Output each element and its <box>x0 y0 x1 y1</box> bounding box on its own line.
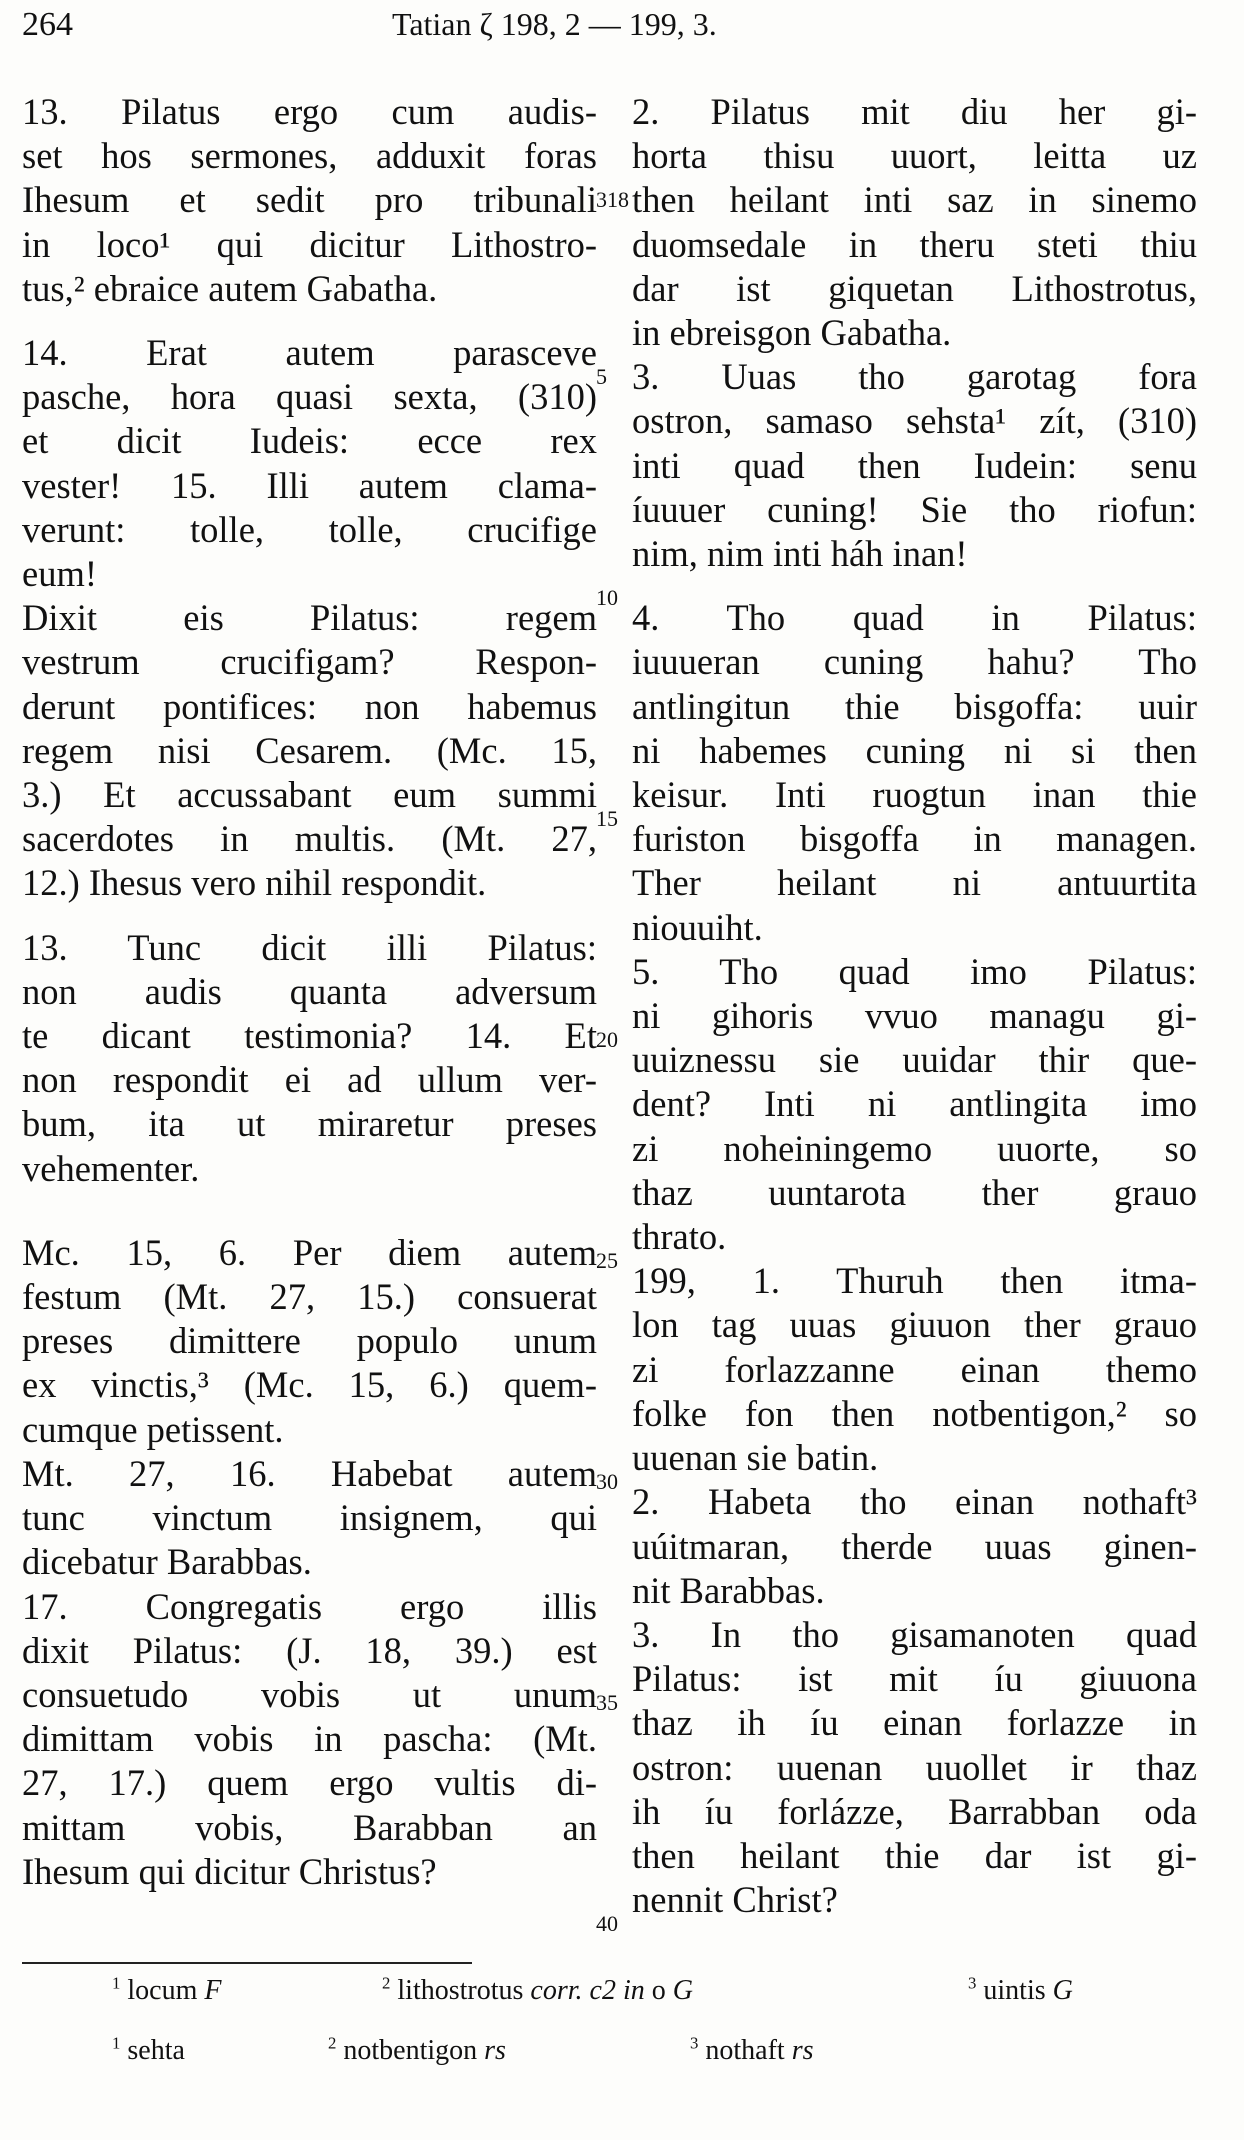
ohg-line: 2. Habeta tho einan nothaft³ <box>632 1481 1197 1523</box>
ohg-line: 4. Tho quad in Pilatus: <box>632 597 1197 639</box>
latin-line: pasche, hora quasi sexta, (310) <box>22 376 597 418</box>
ohg-line: Pilatus: ist mit íu giuuona <box>632 1658 1197 1700</box>
footnote-mark: 3 <box>690 2033 699 2053</box>
footnote-text: uintis <box>983 1975 1046 2006</box>
latin-line: et dicit Iudeis: ecce rex <box>22 420 597 462</box>
latin-line: tus,² ebraice autem Gabatha. <box>22 267 438 309</box>
footnote-note: corr. c2 in <box>530 1975 645 2006</box>
page-header <box>0 6 1244 54</box>
latin-line: vester! 15. Illi autem clama- <box>22 464 597 506</box>
line-number: 40 <box>596 1910 618 1936</box>
latin-line: bum, ita ut miraretur preses <box>22 1103 597 1145</box>
latin-line: Mc. 15, 6. Per diem autem <box>22 1231 597 1273</box>
footnote-mark: 1 <box>112 1973 121 1993</box>
latin-column <box>22 90 597 1894</box>
ohg-line: íuuuer cuning! Sie tho riofun: <box>632 488 1197 530</box>
latin-line: 13. Tunc dicit illi Pilatus: <box>22 926 597 968</box>
footnote-mark: 3 <box>968 1973 977 1993</box>
ohg-line: duomsedale in theru steti thiu <box>632 223 1197 265</box>
latin-line: 12.) Ihesus vero nihil respondit. <box>22 862 487 904</box>
latin-line: 13. Pilatus ergo cum audis- <box>22 91 597 132</box>
page-number: 264 <box>22 6 73 43</box>
line-number: 20 <box>596 1026 618 1052</box>
ohg-line: thrato. <box>632 1216 727 1258</box>
footnote <box>112 2035 185 2067</box>
latin-line: in loco¹ qui dicitur Lithostro- <box>22 223 597 265</box>
ohg-line: ostron, samaso sehsta¹ zít, (310) <box>632 400 1197 442</box>
line-number: 10 <box>596 585 618 611</box>
ohg-line: nim, nim inti háh inan! <box>632 533 968 575</box>
latin-line: Dixit eis Pilatus: regem <box>22 597 597 639</box>
ohg-line: keisur. Inti ruogtun inan thie <box>632 774 1197 816</box>
line-number: 30 <box>596 1468 618 1494</box>
ohg-line: zi noheiningemo uuorte, so <box>632 1127 1197 1169</box>
footnote <box>328 2035 506 2067</box>
ohg-line: ostron: uuenan uuollet ir thaz <box>632 1746 1197 1788</box>
latin-line: regem nisi Cesarem. (Mc. 15, <box>22 729 597 771</box>
ohg-line: then heilant thie dar ist gi- <box>632 1834 1197 1876</box>
footnote <box>382 1975 693 2007</box>
footnote-text: o <box>651 1975 666 2006</box>
footnote <box>968 1975 1073 2007</box>
ohg-line: uuenan sie batin. <box>632 1437 879 1479</box>
line-number-gutter <box>596 90 630 1946</box>
ohg-line: in ebreisgon Gabatha. <box>632 312 952 354</box>
footnote-mark: 1 <box>112 2033 121 2053</box>
ohg-line: Ther heilant ni antuurtita <box>632 862 1197 904</box>
ohg-line: iuuueran cuning hahu? Tho <box>632 641 1197 683</box>
footnote-rule <box>22 1962 472 1964</box>
ohg-line: 199, 1. Thuruh then itma- <box>632 1260 1197 1302</box>
ohg-line: 3. In tho gisamanoten quad <box>632 1613 1197 1655</box>
latin-line: 27, 17.) quem ergo vultis di- <box>22 1762 597 1804</box>
ohg-line: 3. Uuas tho garotag fora <box>632 356 1197 398</box>
line-number: 5 <box>596 364 607 390</box>
ohg-line: niouuiht. <box>632 906 763 948</box>
ohg-line: dar ist giquetan Lithostrotus, <box>632 267 1197 309</box>
running-title: Tatian ζ 198, 2 — 199, 3. <box>392 6 717 42</box>
ohg-line: 2. Pilatus mit diu her gi- <box>632 91 1197 132</box>
footnote-siglum: rs <box>484 2035 506 2066</box>
ohg-line: antlingitun thie bisgoffa: uuir <box>632 685 1197 727</box>
footnote-siglum: rs <box>791 2035 814 2066</box>
ohg-line: 5. Tho quad imo Pilatus: <box>632 950 1197 992</box>
footnote-text: lithostrotus <box>397 1975 524 2006</box>
ohg-line: nit Barabbas. <box>632 1569 825 1611</box>
footnote-siglum: G <box>672 1975 693 2006</box>
latin-line: dimittam vobis in pascha: (Mt. <box>22 1718 597 1760</box>
ohg-line: then heilant inti saz in sinemo <box>632 179 1197 221</box>
ohg-line: uúitmaran, therde uuas ginen- <box>632 1525 1197 1567</box>
latin-line: consuetudo vobis ut unum <box>22 1673 597 1715</box>
ohg-column <box>632 90 1197 1922</box>
latin-line: 14. Erat autem parasceve <box>22 332 597 374</box>
ohg-line: ih íu forlázze, Barrabban oda <box>632 1790 1197 1832</box>
ohg-line: ni gihoris vvuo managu gi- <box>632 995 1197 1037</box>
latin-line: eum! <box>22 553 97 595</box>
footnote-text: notbentigon <box>343 2035 478 2066</box>
latin-line: vestrum crucifigam? Respon- <box>22 641 597 683</box>
footnote-mark: 2 <box>382 1973 391 1993</box>
latin-line: verunt: tolle, tolle, crucifige <box>22 508 597 550</box>
latin-line: non audis quanta adversum <box>22 970 597 1012</box>
latin-line: festum (Mt. 27, 15.) consuerat <box>22 1276 597 1318</box>
ohg-line: thaz ih íu einan forlazze in <box>632 1702 1197 1744</box>
footnote <box>690 2035 814 2067</box>
ohg-line: uuiznessu sie uuidar thir que- <box>632 1039 1197 1081</box>
line-number: 25 <box>596 1247 618 1273</box>
latin-line: te dicant testimonia? 14. Et <box>22 1015 597 1057</box>
latin-line: Ihesum qui dicitur Christus? <box>22 1850 437 1892</box>
footnote-mark: 2 <box>328 2033 337 2053</box>
latin-line: derunt pontifices: non habemus <box>22 685 597 727</box>
latin-line: tunc vinctum insignem, qui <box>22 1497 597 1539</box>
ohg-line: zi forlazzanne einan themo <box>632 1348 1197 1390</box>
ohg-line: nennit Christ? <box>632 1879 838 1921</box>
latin-line: set hos sermones, adduxit foras <box>22 135 597 177</box>
ohg-line: thaz uuntarota ther grauo <box>632 1171 1197 1213</box>
line-number: 15 <box>596 806 618 831</box>
latin-line: dixit Pilatus: (J. 18, 39.) est <box>22 1629 597 1671</box>
ohg-line: inti quad then Iudein: senu <box>632 444 1197 486</box>
line-number: 318 <box>596 187 629 213</box>
latin-line: vehementer. <box>22 1147 200 1189</box>
latin-line: Ihesum et sedit pro tribunali <box>22 179 597 221</box>
line-number: 35 <box>596 1689 618 1715</box>
latin-line: sacerdotes in multis. (Mt. 27, <box>22 818 597 860</box>
latin-line: ex vinctis,³ (Mc. 15, 6.) quem- <box>22 1364 597 1406</box>
footnote-text: nothaft <box>705 2035 785 2066</box>
footnote <box>112 1975 222 2007</box>
footnote-siglum: F <box>204 1975 222 2006</box>
latin-line: mittam vobis, Barabban an <box>22 1806 597 1848</box>
ohg-line: lon tag uuas giuuon ther grauo <box>632 1304 1197 1346</box>
latin-line: cumque petissent. <box>22 1408 284 1450</box>
ohg-line: ni habemes cuning ni si then <box>632 729 1197 771</box>
ohg-line: folke fon then notbentigon,² so <box>632 1392 1197 1434</box>
latin-line: dicebatur Barabbas. <box>22 1541 312 1583</box>
latin-line: 3.) Et accussabant eum summi <box>22 774 597 816</box>
ohg-line: furiston bisgoffa in managen. <box>632 818 1197 860</box>
ohg-line: horta thisu uuort, leitta uz <box>632 135 1197 177</box>
latin-line: Mt. 27, 16. Habebat autem <box>22 1452 597 1494</box>
footnote-text: sehta <box>127 2035 185 2066</box>
latin-line: 17. Congregatis ergo illis <box>22 1585 597 1627</box>
footnote-text: locum <box>127 1975 198 2006</box>
ohg-line: dent? Inti ni antlingita imo <box>632 1083 1197 1125</box>
latin-line: preses dimittere populo unum <box>22 1320 597 1362</box>
footnote-siglum: G <box>1052 1975 1073 2006</box>
latin-line: non respondit ei ad ullum ver- <box>22 1059 597 1101</box>
